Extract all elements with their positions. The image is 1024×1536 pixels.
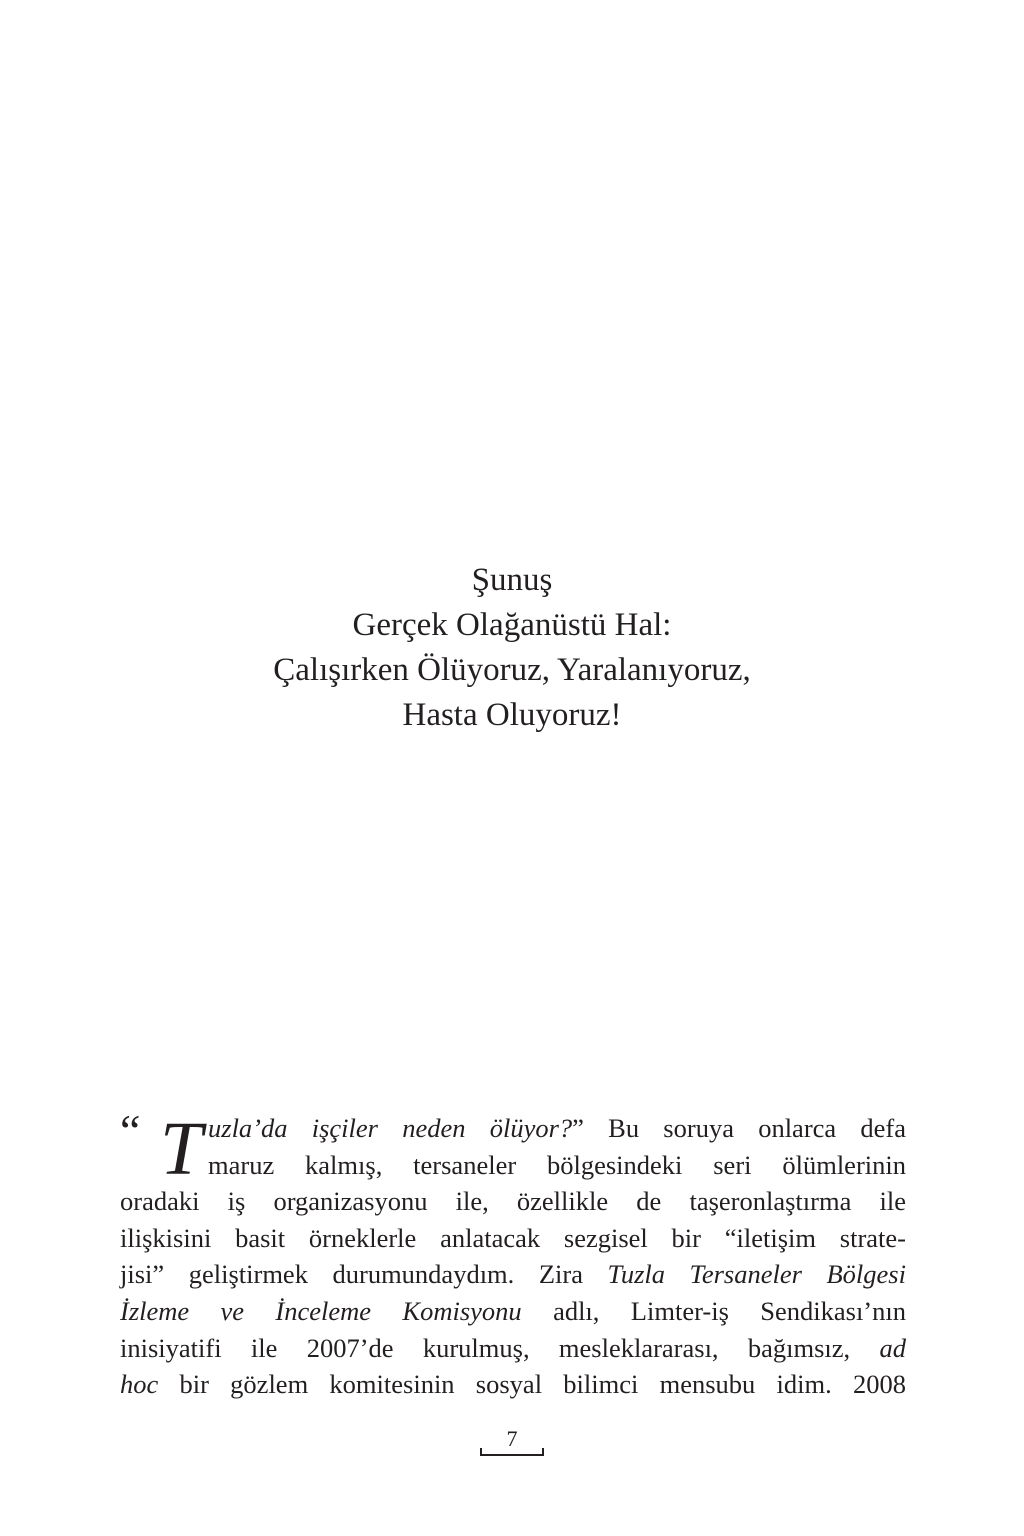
- line-7-start: inisiyatifi ile 2007’de kurulmuş, mesleklararası, bağımsız,: [120, 1332, 880, 1363]
- line-8-rest: bir gözlem komitesinin sosyal bilimci mensubu idim. 2008: [158, 1369, 906, 1400]
- line-5-text: [120, 1256, 906, 1293]
- paragraph-line-6: [120, 1293, 906, 1330]
- paragraph-line-5: [120, 1256, 906, 1293]
- paragraph-line-7: [120, 1330, 906, 1367]
- body-paragraph: [120, 1105, 906, 1403]
- line-2-text: maruz kalmış, tersaneler bölgesindeki seri ölümlerinin: [208, 1149, 906, 1180]
- line-1-text: [208, 1110, 906, 1147]
- line-6-rest: adlı, Limter-iş Sendikası’nın: [521, 1295, 906, 1326]
- page-number-bracket: [480, 1448, 544, 1456]
- paragraph-line-2: [120, 1147, 906, 1184]
- italic-commission-name-1: Tuzla Tersaneler Bölgesi: [607, 1259, 906, 1290]
- page-number: 7: [506, 1426, 518, 1451]
- line-3-text: oradaki iş organizasyonu ile, özellikle de taşeronlaştırma ile: [120, 1186, 906, 1217]
- title-line-4: Hasta Oluyoruz!: [402, 697, 622, 733]
- line-8-text: [120, 1366, 906, 1403]
- title-line-2: Gerçek Olağanüstü Hal:: [352, 607, 672, 643]
- line-6-text: [120, 1293, 906, 1330]
- paragraph-line-4: [120, 1220, 906, 1257]
- italic-hoc: hoc: [120, 1369, 159, 1400]
- italic-question: uzla’da işçiler neden ölüyor?: [208, 1113, 573, 1143]
- paragraph-line-3: [120, 1183, 906, 1220]
- title-line-1: Şunuş: [471, 562, 553, 598]
- line-1-rest: ” Bu soruya onlarca defa: [572, 1113, 906, 1143]
- line-4-text: ilişkisini basit örneklerle anlatacak sezgisel bir “iletişim strate-: [120, 1222, 906, 1253]
- italic-commission-name-2: İzleme ve İnceleme Komisyonu: [120, 1295, 522, 1326]
- section-title: [0, 558, 1024, 738]
- line-7-text: [120, 1330, 906, 1367]
- italic-ad: ad: [879, 1332, 906, 1363]
- paragraph-line-8: [120, 1366, 906, 1403]
- opening-quote-mark: “: [120, 1105, 141, 1156]
- line-5-start: jisi” geliştirmek durumundaydım. Zira: [120, 1259, 608, 1290]
- drop-cap: T: [160, 1107, 203, 1191]
- title-line-3: Çalışırken Ölüyoruz, Yaralanıyoruz,: [273, 652, 751, 688]
